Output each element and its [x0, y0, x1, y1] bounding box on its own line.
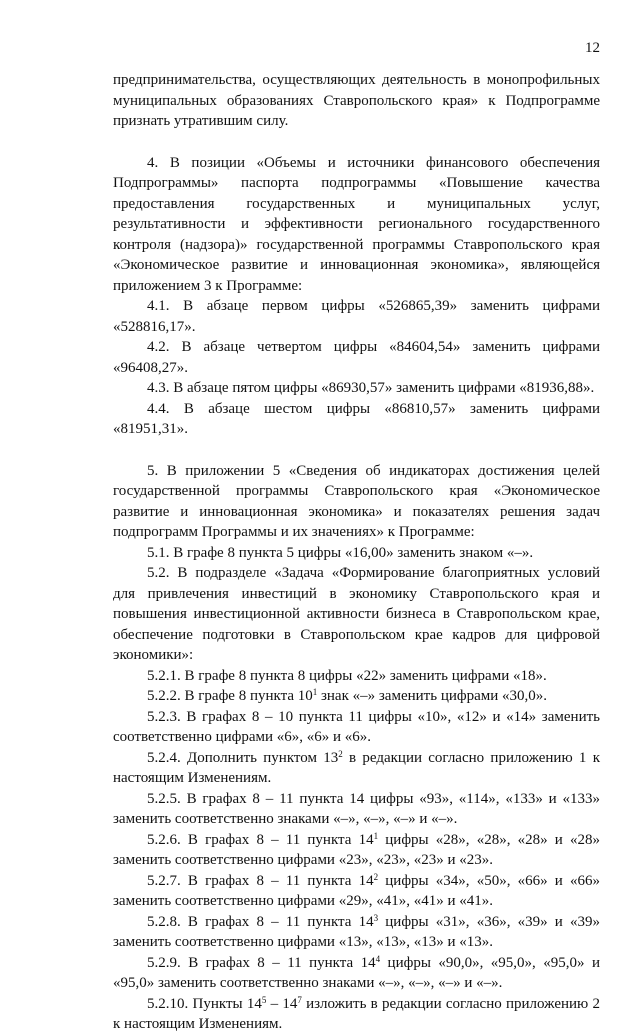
text: цифры «28», «28», «28» и «28» заменить соответственно цифрами «23», «23», «23» и «23». — [113, 831, 600, 868]
text: 5.2.3. В графах 8 – 10 пункта 11 цифры «10», «12» и «14» заменить соответственно цифрами «6», «6» и «6». — [113, 708, 600, 745]
text: – 14 — [266, 995, 298, 1012]
text: 5.2.9. В графах 8 – 11 пункта 14 — [147, 954, 376, 971]
superscript: 3 — [373, 912, 379, 923]
text: цифры «90,0», «95,0», «95,0» и «95,0» заменить соответственно знаками «–», «–», «–» и «–». — [113, 954, 600, 991]
text: 5.2.10. Пункты 14 — [147, 995, 262, 1012]
paragraph-item-5-2-9 — [113, 953, 600, 994]
text: 5.2.4. Дополнить пунктом 13 — [147, 749, 339, 766]
document-body — [113, 70, 600, 1035]
text: предпринимательства, осуществляющих деятельность в монопрофильных муниципальных образованиях Ставропольского края» к Подпрограмме признать утратившим силу. — [113, 72, 600, 129]
superscript: 7 — [297, 994, 302, 1005]
paragraph-item-5-2-3 — [113, 707, 600, 748]
paragraph-item-5-2-6 — [113, 830, 600, 871]
superscript: 2 — [373, 871, 379, 882]
text: в редакции согласно приложению 1 к настоящим Изменениям. — [113, 749, 600, 786]
text: 5.2.5. В графах 8 – 11 пункта 14 цифры «93», «114», «133» и «133» заменить соответственно знаками «–», «–», «–» и «–». — [113, 790, 600, 827]
text: 4.2. В абзаце четвертом цифры «84604,54» заменить цифрами «96408,27». — [113, 339, 600, 376]
text: 5.2.6. В графах 8 – 11 пункта 14 — [147, 831, 374, 848]
text: 4.4. В абзаце шестом цифры «86810,57» заменить цифрами «81951,31». — [113, 400, 600, 437]
paragraph-item-4-4 — [113, 399, 600, 440]
paragraph-item-5-2-7 — [113, 871, 600, 912]
paragraph-item-5-2-10 — [113, 994, 600, 1035]
paragraph-item-5-2 — [113, 563, 600, 666]
text: 5.2. В подразделе «Задача «Формирование благоприятных условий для привлечения инвестиций в экономику Ставропольского края и повышения инвестиционной активности бизнеса в Ставропольском крае, обеспечение подготовки в Ставропольском крае кадров для цифровой экономики»: — [113, 565, 600, 663]
superscript: 2 — [338, 748, 343, 759]
paragraph-item-4 — [113, 153, 600, 297]
superscript: 1 — [312, 687, 318, 697]
text: 4. В позиции «Объемы и источники финансового обеспечения Подпрограммы» паспорта подпрограммы «Повышение качества предоставления государственных и муниципальных услуг, результативности и эффективности регионального государственного контроля (надзора)» государственной программы Ставропольского края «Экономическое развитие и инновационная экономика», являющейся приложением 3 к Программе: — [113, 154, 600, 294]
superscript: 4 — [375, 953, 381, 964]
text: цифры «31», «36», «39» и «39» заменить соответственно цифрами «13», «13», «13» и «13». — [113, 913, 600, 950]
text: цифры «34», «50», «66» и «66» заменить соответственно цифрами «29», «41», «41» и «41». — [113, 872, 600, 909]
paragraph-item-4-1 — [113, 296, 600, 337]
text: изложить в редакции согласно приложению 2 к настоящим Изменениям. — [113, 995, 600, 1032]
text: 5.2.1. В графе 8 пункта 8 цифры «22» заменить цифрами «18». — [147, 667, 547, 684]
paragraph-item-5-2-5 — [113, 789, 600, 830]
text: 5.2.8. В графах 8 – 11 пункта 14 — [147, 913, 374, 930]
text: 5.1. В графе 8 пункта 5 цифры «16,00» заменить знаком «–». — [147, 544, 534, 561]
paragraph-item-5-1 — [113, 543, 600, 564]
text: 5. В приложении 5 «Сведения об индикаторах достижения целей государственной программы Ставропольского края «Экономическое развитие и инновационная экономика» и показателях решения задач подпрограмм Программы и их значениях» к Программе: — [113, 462, 600, 540]
paragraph-item-5 — [113, 461, 600, 543]
paragraph-item-4-2 — [113, 337, 600, 378]
paragraph-item-5-2-4 — [113, 748, 600, 789]
paragraph-item-5-2-1 — [113, 666, 600, 687]
text: 5.2.7. В графах 8 – 11 пункта 14 — [147, 872, 374, 889]
superscript: 5 — [261, 994, 267, 1005]
paragraph-item-4-3 — [113, 378, 600, 399]
text: 4.1. В абзаце первом цифры «526865,39» заменить цифрами «528816,17». — [113, 298, 600, 335]
paragraph-item-5-2-8 — [113, 912, 600, 953]
paragraph-item-5-2-2 — [113, 686, 600, 707]
paragraph-continuation — [113, 70, 600, 132]
text: знак «–» заменить цифрами «30,0». — [317, 688, 548, 704]
text: 4.3. В абзаце пятом цифры «86930,57» заменить цифрами «81936,88». — [147, 380, 595, 396]
text: 5.2.2. В графе 8 пункта 10 — [147, 688, 313, 704]
superscript: 1 — [373, 830, 379, 841]
page-number: 12 — [585, 40, 600, 56]
